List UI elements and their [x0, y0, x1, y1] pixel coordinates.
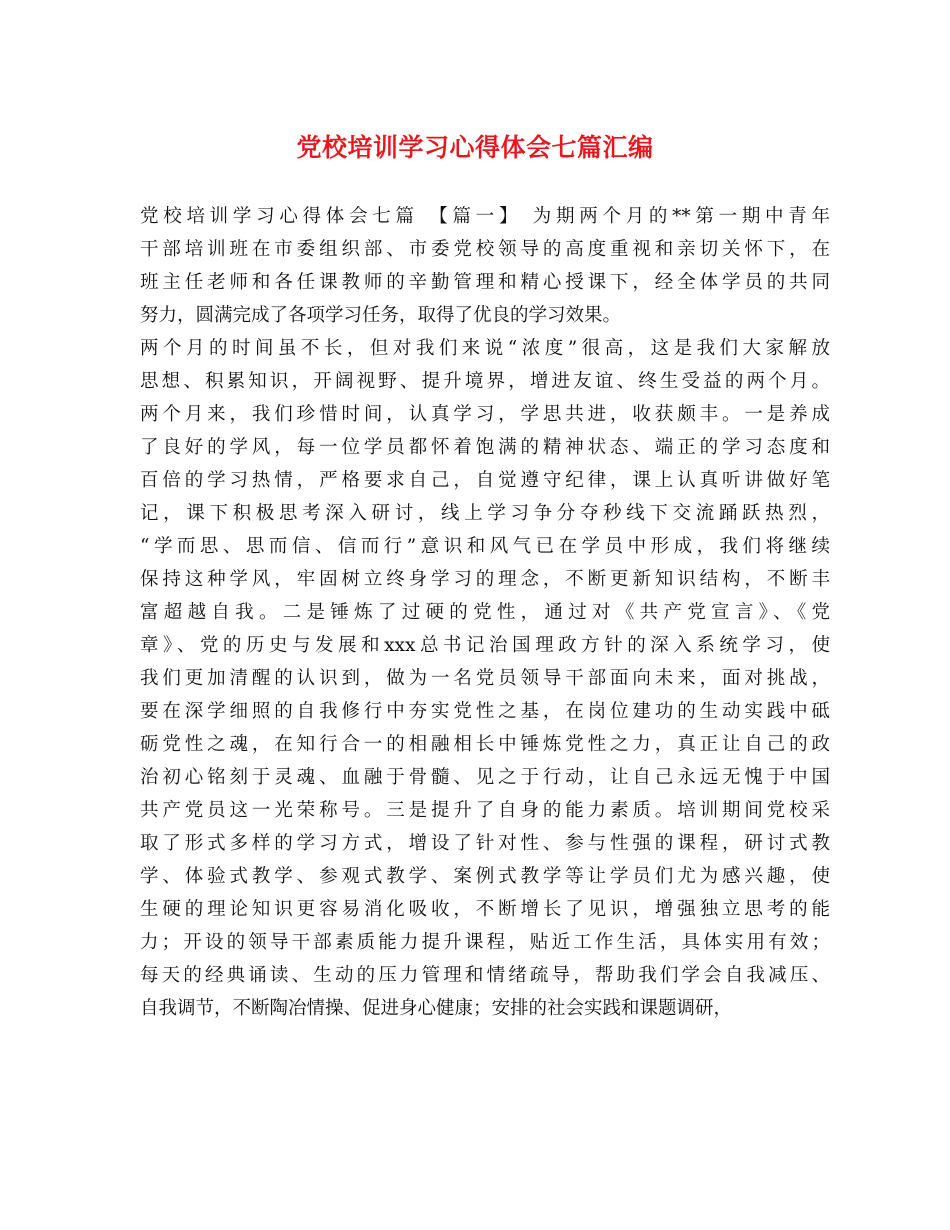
text-line: 章》、党的历史与发展和xxx总书记治国理政方针的深入系统学习，使 — [140, 635, 830, 656]
text-line: 努力，圆满完成了各项学习任务，取得了优良的学习效果。 — [140, 305, 622, 326]
text-line: 干部培训班在市委组织部、市委党校领导的高度重视和亲切关怀下，在 — [140, 239, 830, 260]
text-line: 生硬的理论知识更容易消化吸收，不断增长了见识，增强独立思考的能 — [140, 899, 830, 920]
text-line: 取了形式多样的学习方式，增设了针对性、参与性强的课程，研讨式教 — [140, 833, 830, 854]
text-line: 了良好的学风，每一位学员都怀着饱满的精神状态、端正的学习态度和 — [140, 437, 830, 458]
text-line: 保持这种学风，牢固树立终身学习的理念，不断更新知识结构，不断丰 — [140, 569, 830, 590]
text-line: 砺党性之魂，在知行合一的相融相长中锤炼党性之力，真正让自己的政 — [140, 734, 830, 755]
document-title: 党校培训学习心得体会七篇汇编 — [296, 133, 654, 162]
text-line: 两个月的时间虽不长，但对我们来说“浓度”很高，这是我们大家解放 — [140, 338, 830, 359]
text-line: 要在深学细照的自我修行中夯实党性之基，在岗位建功的生动实践中砥 — [140, 701, 830, 722]
text-line: 治初心铭刻于灵魂、血融于骨髓、见之于行动，让自己永远无愧于中国 — [140, 767, 830, 788]
text-line: 富超越自我。二是锤炼了过硬的党性，通过对《共产党宣言》、《党 — [140, 602, 830, 623]
text-line: 我们更加清醒的认识到，做为一名党员领导干部面向未来，面对挑战， — [140, 668, 830, 689]
text-line: 力；开设的领导干部素质能力提升课程，贴近工作生活，具体实用有效； — [140, 932, 830, 953]
text-line: 班主任老师和各任课教师的辛勤管理和精心授课下，经全体学员的共同 — [140, 272, 830, 293]
text-line: 每天的经典诵读、生动的压力管理和情绪疏导，帮助我们学会自我减压、 — [140, 965, 830, 986]
text-line: 记，课下积极思考深入研讨，线上学习争分夺秒线下交流踊跃热烈， — [140, 503, 830, 524]
text-line: 共产党员这一光荣称号。三是提升了自身的能力素质。培训期间党校采 — [140, 800, 830, 821]
text-line: 百倍的学习热情，严格要求自己，自觉遵守纪律，课上认真听讲做好笔 — [140, 470, 830, 491]
text-line: 党校培训学习心得体会七篇 【篇一】 为期两个月的**第一期中青年 — [140, 206, 830, 227]
text-line: “学而思、思而信、信而行”意识和风气已在学员中形成，我们将继续 — [140, 536, 830, 557]
text-line: 自我调节，不断陶冶情操、促进身心健康；安排的社会实践和课题调研， — [140, 998, 733, 1019]
text-line: 思想、积累知识，开阔视野、提升境界，增进友谊、终生受益的两个月。 — [140, 371, 830, 392]
text-line: 两个月来，我们珍惜时间，认真学习，学思共进，收获颇丰。一是养成 — [140, 404, 830, 425]
document-body — [140, 200, 830, 1025]
text-line: 学、体验式教学、参观式教学、案例式教学等让学员们尤为感兴趣，使 — [140, 866, 830, 887]
